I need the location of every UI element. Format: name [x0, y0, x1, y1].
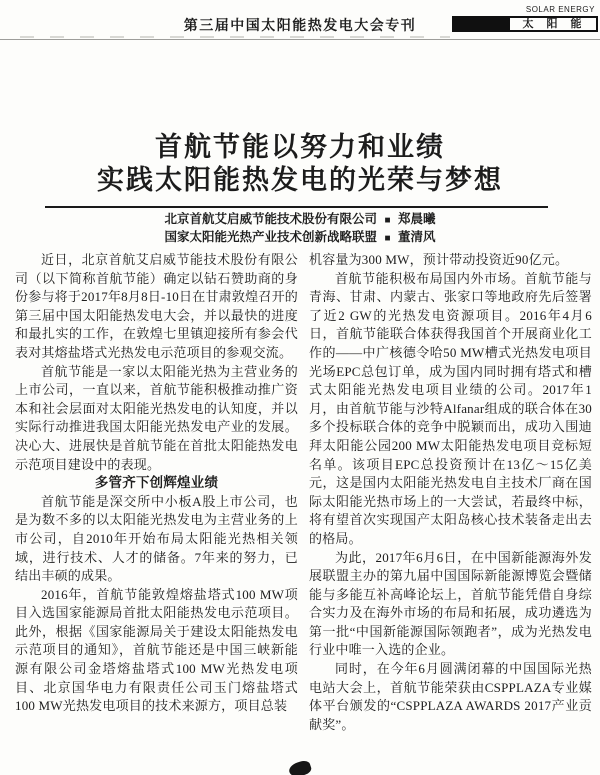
article-title — [0, 131, 600, 197]
body-paragraph-continuation: 机容量为300 MW，预计带动投资近90亿元。 — [309, 252, 569, 267]
scan-smudge-line — [20, 36, 450, 38]
band-black-bar-icon — [452, 16, 508, 32]
article-title-line2: 实践太阳能热发电的光荣与梦想 — [97, 165, 503, 195]
author-row — [0, 229, 600, 247]
journal-name-label: 太 阳 能 — [508, 16, 598, 32]
author-affiliation: 国家太阳能光热产业技术创新战略联盟 — [164, 230, 377, 244]
body-paragraph: 2016年，首航节能敦煌熔盐塔式100 MW项目入选国家能源局首批太阳能热发电示范项目。此外，根据《国家能源局关于建设太阳能热发电示范项目的通知》，首航节能还是中国三峡新能源有限公司金塔熔盐塔式100 MW光热发电项目、北京国华电力有限责任公司玉门熔盐塔式100 MW光热发电项目的技术来源方，项目总装 — [15, 586, 298, 714]
article-body — [15, 251, 592, 734]
body-paragraph: 为此，2017年6月6日，在中国新能源海外发展联盟主办的第九届中国国际新能源博览会暨储能与多能互补高峰论坛上，首航节能凭借自身综合实力及在海外市场的布局和拓展，成功遴选为第一批“中国新能源国际领跑者”，成为光热发电行业中唯一入选的企业。 — [309, 549, 592, 658]
page-header — [0, 0, 600, 40]
body-paragraph: 首航节能是一家以太阳能光热为主营业务的上市公司，一直以来，首航节能积极推动推广资本和社会层面对太阳能光热发电的认知度，并以实际行动推进我国太阳能光热发电产业的发展。决心大、进展快是首航节能在首批太阳能热发电示范项目建设中的表现。 — [15, 363, 298, 472]
square-bullet-icon: ■ — [384, 215, 391, 226]
page-bottom-ornament-icon — [287, 759, 312, 775]
square-bullet-icon: ■ — [384, 233, 391, 244]
body-paragraph: 同时，在今年6月圆满闭幕的中国国际光热电站大会上，首航节能荣获由CSPPLAZA专业媒体平台颁发的“CSPPLAZA AWARDS 2017产业贡献奖”。 — [309, 661, 592, 732]
section-heading: 多管齐下创辉煌业绩 — [94, 475, 219, 491]
author-affiliation: 北京首航艾启威节能技术股份有限公司 — [164, 212, 377, 226]
body-paragraph: 首航节能是深交所中小板A股上市公司，也是为数不多的以太阳能光热发电为主营业务的上市公司，自2010年开始布局太阳能光热相关领域，进行技术、人才的储备。7年来的努力，已结出丰硕的成果。 — [15, 493, 298, 584]
body-paragraph: 首航节能积极布局国内外市场。首航节能与青海、甘肃、内蒙古、张家口等地政府先后签署了近2 GW的光热发电资源项目。2016年4月6日，首航节能联合体获得我国首个开展商业化工作的——中广核德令哈50 MW槽式光热发电项目光场EPC总包订单，成为国内同时拥有塔式和槽式太阳能光热发电项目业绩的公司。2017年1月，由首航节能与沙特Alfanar组成的联合体在30多个投标联合体的竞争中脱颖而出，成功入围迪拜太阳能公园200 MW太阳能热发电项目竞标短名单。该项目EPC总投资预计在13亿～15亿美元，这是国内太阳能光热发电自主技术厂商在国际太阳能光热市场上的一大尝试，若最终中标，将有望首次实现国产太阳岛核心技术装备走出去的格局。 — [309, 270, 592, 546]
title-divider-rule — [45, 206, 548, 208]
journal-band — [452, 16, 598, 32]
author-name: 郑晨曦 — [398, 212, 436, 226]
article-title-line1: 首航节能以努力和业绩 — [155, 132, 445, 162]
body-paragraph: 近日，北京首航艾启威节能技术股份有限公司（以下简称首航节能）确定以钻石赞助商的身份参与将于2017年8月8日-10日在甘肃敦煌召开的第三届中国太阳能热发电大会，并以最快的进度和最扎实的工作，在敦煌七里镇迎接所有参会代表对其熔盐塔式光热发电示范项目的参观交流。 — [15, 252, 298, 360]
header-title: 第三届中国太阳能热发电大会专刊 — [183, 17, 417, 33]
journal-logo-block — [452, 5, 598, 32]
right-column — [309, 251, 592, 734]
author-block — [0, 211, 600, 247]
solar-energy-label: SOLAR ENERGY — [525, 5, 595, 14]
author-name: 董清风 — [398, 230, 436, 244]
left-column — [15, 251, 298, 734]
author-row — [0, 211, 600, 229]
